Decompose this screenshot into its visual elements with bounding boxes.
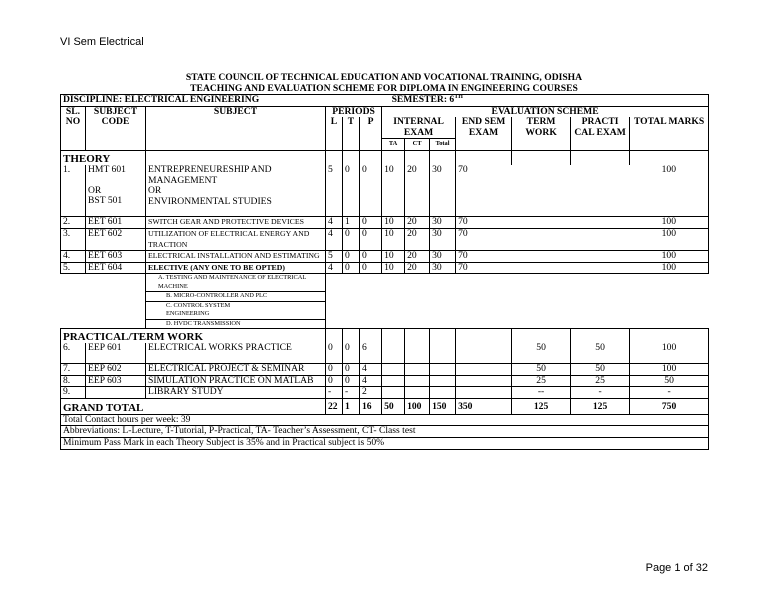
note-row <box>61 426 709 438</box>
table-cell: 50 <box>571 343 630 363</box>
table-cell: 8. <box>61 375 86 387</box>
table-cell <box>61 292 146 302</box>
table-cell: 125 <box>571 398 630 414</box>
table-cell: 350 <box>456 398 512 414</box>
table-cell: 50 <box>512 343 571 363</box>
table-cell <box>146 150 326 165</box>
table-cell: 100 <box>630 251 709 263</box>
table-cell: 50 <box>382 398 405 414</box>
table-cell: 10 <box>382 165 405 217</box>
table-cell <box>430 329 456 344</box>
table-cell: 0 <box>360 165 382 217</box>
table-row <box>61 251 709 263</box>
table-row <box>61 217 709 229</box>
table-cell: 0 <box>360 217 382 229</box>
table-cell: EEP 602 <box>86 363 146 375</box>
table-cell: EET 601 <box>86 217 146 229</box>
col-end-sem: END SEM EXAM <box>456 117 512 150</box>
table-cell <box>326 274 709 292</box>
col-ta: TA <box>382 139 405 151</box>
note-abbreviations: Abbreviations: L-Lecture, T-Tutorial, P-Practical, TA- Teacher’s Assessment, CT- Class test <box>61 426 709 438</box>
table-cell <box>405 343 430 363</box>
table-cell: LIBRARY STUDY <box>146 387 326 399</box>
elective-option-a: A. TESTING AND MAINTENANCE OF ELECTRICAL MACHINE <box>146 274 326 292</box>
table-cell: 9. <box>61 387 86 399</box>
table-cell <box>512 217 571 229</box>
table-cell: 1 <box>343 217 360 229</box>
table-cell <box>571 165 630 217</box>
table-cell: 0 <box>343 363 360 375</box>
note-contact-hours: Total Contact hours per week: 39 <box>61 414 709 426</box>
table-cell <box>405 387 430 399</box>
table-cell: 70 <box>456 229 512 251</box>
table-cell <box>512 262 571 274</box>
table-cell <box>326 150 343 165</box>
table-cell: 125 <box>512 398 571 414</box>
table-cell: 5 <box>326 251 343 263</box>
col-practical-exam: PRACTI CAL EXAM <box>571 117 630 150</box>
table-cell <box>61 274 146 292</box>
title-scheme: TEACHING AND EVALUATION SCHEME FOR DIPLOMA IN ENGINEERING COURSES <box>190 83 578 94</box>
col-code: SUBJECT CODE <box>86 106 146 150</box>
table-cell <box>456 387 512 399</box>
table-row <box>61 165 709 217</box>
table-cell: SIMULATION PRACTICE ON MATLAB <box>146 375 326 387</box>
table-cell: UTILIZATION OF ELECTRICAL ENERGY AND TRACTION <box>146 229 326 251</box>
table-cell: - <box>326 387 343 399</box>
table-cell: 4 <box>326 262 343 274</box>
table-cell: 30 <box>430 165 456 217</box>
table-cell <box>343 150 360 165</box>
table-cell: 5 <box>326 165 343 217</box>
table-cell <box>571 251 630 263</box>
table-cell: EEP 601 <box>86 343 146 363</box>
table-cell <box>360 329 382 344</box>
table-cell: -- <box>512 387 571 399</box>
col-periods: PERIODS <box>326 106 382 117</box>
table-cell: 16 <box>360 398 382 414</box>
table-cell: 2. <box>61 217 86 229</box>
table-cell: 0 <box>343 251 360 263</box>
table-row <box>61 262 709 274</box>
table-cell <box>405 329 430 344</box>
table-cell: 20 <box>405 165 430 217</box>
table-cell: 2 <box>360 387 382 399</box>
table-cell: 20 <box>405 217 430 229</box>
table-cell: ELECTRICAL INSTALLATION AND ESTIMATING <box>146 251 326 263</box>
table-cell: 100 <box>405 398 430 414</box>
page-number: Page 1 of 32 <box>645 562 708 574</box>
table-row <box>61 387 709 399</box>
table-cell: EEP 603 <box>86 375 146 387</box>
elective-row <box>61 301 709 319</box>
col-p: P <box>360 117 382 150</box>
practical-label: PRACTICAL/TERM WORK <box>61 329 326 344</box>
table-cell <box>430 387 456 399</box>
table-cell: 4 <box>326 217 343 229</box>
table-cell: 50 <box>571 363 630 375</box>
table-cell: 70 <box>456 262 512 274</box>
table-cell <box>326 319 709 329</box>
table-cell: 0 <box>343 229 360 251</box>
col-l: L <box>326 117 343 150</box>
table-row <box>61 343 709 363</box>
table-cell: 100 <box>630 262 709 274</box>
table-cell: 0 <box>343 375 360 387</box>
table-cell: 100 <box>630 217 709 229</box>
table-cell: 70 <box>456 251 512 263</box>
elective-option-c: C. CONTROL SYSTEM ENGINEERING <box>146 301 326 319</box>
table-cell: 0 <box>326 375 343 387</box>
table-cell: 30 <box>430 229 456 251</box>
table-cell: 10 <box>382 229 405 251</box>
table-cell: 4 <box>360 363 382 375</box>
running-header: VI Sem Electrical <box>60 36 144 48</box>
table-cell: 6. <box>61 343 86 363</box>
table-cell <box>630 329 709 344</box>
grand-total-row <box>61 398 709 414</box>
col-term-work: TERM WORK <box>512 117 571 150</box>
table-cell: 4. <box>61 251 86 263</box>
elective-row <box>61 319 709 329</box>
table-cell <box>512 329 571 344</box>
table-cell: 20 <box>405 229 430 251</box>
theory-section-row <box>61 150 709 165</box>
table-cell: 6 <box>360 343 382 363</box>
table-cell <box>430 363 456 375</box>
table-cell: 150 <box>430 398 456 414</box>
table-cell <box>430 375 456 387</box>
col-t: T <box>343 117 360 150</box>
elective-row <box>61 274 709 292</box>
table-cell <box>382 387 405 399</box>
table-cell: 0 <box>343 343 360 363</box>
evaluation-scheme-table <box>60 94 709 450</box>
col-internal: INTERNAL EXAM <box>382 117 456 139</box>
table-cell <box>571 329 630 344</box>
table-cell: ELECTIVE (ANY ONE TO BE OPTED) <box>146 262 326 274</box>
table-cell <box>405 150 430 165</box>
table-cell: 70 <box>456 217 512 229</box>
table-cell <box>456 329 512 344</box>
table-cell: 30 <box>430 217 456 229</box>
table-cell <box>571 150 630 165</box>
table-cell: 30 <box>430 251 456 263</box>
table-cell: ELECTRICAL PROJECT & SEMINAR <box>146 363 326 375</box>
table-cell <box>571 217 630 229</box>
table-cell <box>343 329 360 344</box>
elective-option-b: B. MICRO-CONTROLLER AND PLC <box>146 292 326 302</box>
table-cell: - <box>571 387 630 399</box>
table-cell <box>512 229 571 251</box>
table-cell <box>61 301 146 319</box>
table-cell: 1. <box>61 165 86 217</box>
table-cell <box>430 343 456 363</box>
table-cell: SWITCH GEAR AND PROTECTIVE DEVICES <box>146 217 326 229</box>
table-cell <box>61 319 146 329</box>
discipline: DISCIPLINE: ELECTRICAL ENGINEERING <box>61 95 382 107</box>
table-cell <box>571 229 630 251</box>
table-cell: 10 <box>382 251 405 263</box>
table-cell <box>326 292 709 302</box>
table-cell <box>430 150 456 165</box>
table-cell <box>382 343 405 363</box>
table-cell <box>512 150 571 165</box>
table-cell: 10 <box>382 217 405 229</box>
col-sl: SL. NO <box>61 106 86 150</box>
table-cell: HMT 601 OR BST 501 <box>86 165 146 217</box>
table-cell: 4 <box>360 375 382 387</box>
table-cell: EET 603 <box>86 251 146 263</box>
note-row <box>61 414 709 426</box>
table-cell: 22 <box>326 398 343 414</box>
table-cell: 25 <box>512 375 571 387</box>
table-cell: 20 <box>405 251 430 263</box>
table-cell: EET 604 <box>86 262 146 274</box>
table-cell <box>456 375 512 387</box>
col-total-marks: TOTAL MARKS <box>630 117 709 150</box>
table-cell <box>382 363 405 375</box>
grand-total-label: GRAND TOTAL <box>61 398 326 414</box>
table-cell <box>512 165 571 217</box>
col-ct: CT <box>405 139 430 151</box>
table-cell: 100 <box>630 363 709 375</box>
table-cell: 50 <box>630 375 709 387</box>
table-cell: 70 <box>456 165 512 217</box>
elective-option-d: D. HVDC TRANSMISSION <box>146 319 326 329</box>
table-row <box>61 375 709 387</box>
table-cell <box>405 363 430 375</box>
col-eval: EVALUATION SCHEME <box>382 106 709 117</box>
table-cell: 10 <box>382 262 405 274</box>
note-pass-mark: Minimum Pass Mark in each Theory Subject is 35% and in Practical subject is 50% <box>61 437 709 449</box>
discipline-row <box>61 95 709 107</box>
table-cell: 4 <box>326 229 343 251</box>
table-cell: 7. <box>61 363 86 375</box>
table-cell: 100 <box>630 165 709 217</box>
table-cell <box>326 301 709 319</box>
table-cell: ELECTRICAL WORKS PRACTICE <box>146 343 326 363</box>
table-row <box>61 363 709 375</box>
table-cell: 0 <box>360 251 382 263</box>
table-cell <box>456 343 512 363</box>
table-cell: 25 <box>571 375 630 387</box>
note-row <box>61 437 709 449</box>
table-cell: 1 <box>343 398 360 414</box>
theory-label: THEORY <box>61 150 146 165</box>
title-council: STATE COUNCIL OF TECHNICAL EDUCATION AND VOCATIONAL TRAINING, ODISHA <box>185 72 583 83</box>
table-cell: - <box>343 387 360 399</box>
table-cell <box>456 363 512 375</box>
table-cell: 20 <box>405 262 430 274</box>
table-cell: 0 <box>343 262 360 274</box>
table-cell <box>360 150 382 165</box>
table-row <box>61 229 709 251</box>
col-total: Total <box>430 139 456 151</box>
table-cell: 100 <box>630 229 709 251</box>
table-cell <box>326 329 343 344</box>
table-cell: EET 602 <box>86 229 146 251</box>
table-cell: 5. <box>61 262 86 274</box>
table-cell: - <box>630 387 709 399</box>
table-cell: 30 <box>430 262 456 274</box>
table-cell <box>405 375 430 387</box>
table-cell: 3. <box>61 229 86 251</box>
elective-row <box>61 292 709 302</box>
col-subject: SUBJECT <box>146 106 326 150</box>
table-cell: 0 <box>326 363 343 375</box>
table-cell <box>86 387 146 399</box>
table-cell: 50 <box>512 363 571 375</box>
practical-section-row <box>61 329 709 344</box>
table-cell <box>512 251 571 263</box>
table-cell: ENTREPRENEURESHIP AND MANAGEMENT OR ENVIRONMENTAL STUDIES <box>146 165 326 217</box>
semester: SEMESTER: 6TH <box>382 95 709 107</box>
table-cell <box>630 150 709 165</box>
table-cell: 0 <box>343 165 360 217</box>
table-cell <box>382 150 405 165</box>
table-cell: 0 <box>360 229 382 251</box>
table-cell <box>382 329 405 344</box>
table-cell: 0 <box>326 343 343 363</box>
table-cell: 750 <box>630 398 709 414</box>
table-cell: 0 <box>360 262 382 274</box>
table-cell: 100 <box>630 343 709 363</box>
table-cell <box>382 375 405 387</box>
table-cell <box>571 262 630 274</box>
table-cell <box>456 150 512 165</box>
